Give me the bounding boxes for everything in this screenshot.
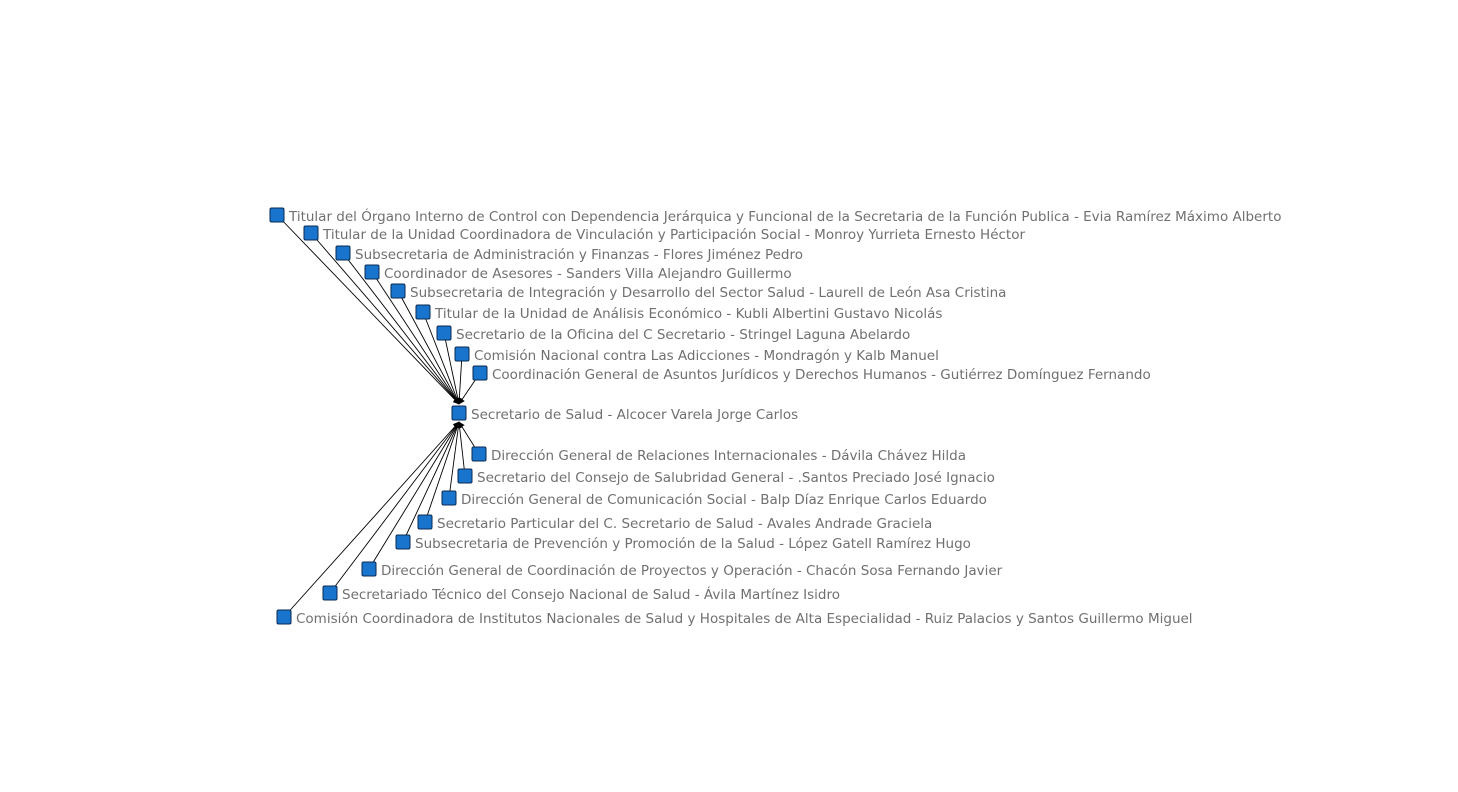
nodes-layer — [270, 207, 1281, 627]
node-box-icon[interactable] — [304, 226, 318, 240]
node-oic[interactable] — [270, 207, 1281, 225]
node-box-icon[interactable] — [418, 515, 432, 529]
node-box-icon[interactable] — [442, 491, 456, 505]
node-vinculacion[interactable] — [304, 226, 1025, 243]
edge-oic — [277, 215, 459, 404]
node-box-icon[interactable] — [396, 535, 410, 549]
node-label: Comisión Coordinadora de Institutos Nacionales de Salud y Hospitales de Alta Especialidad - Ruiz Palacios y Santos Guillermo Miguel — [296, 611, 1193, 627]
node-label: Dirección General de Comunicación Social - Balp Díaz Enrique Carlos Eduardo — [461, 492, 987, 508]
node-prevencion[interactable] — [396, 535, 971, 552]
node-label: Secretario de la Oficina del C Secretario - Stringel Laguna Abelardo — [456, 327, 911, 343]
node-box-icon[interactable] — [336, 246, 350, 260]
node-label: Secretario de Salud - Alcocer Varela Jorge Carlos — [471, 407, 799, 423]
edge-particular — [425, 422, 459, 522]
node-box-icon[interactable] — [416, 305, 430, 319]
node-secretario[interactable] — [452, 406, 798, 423]
node-label: Coordinador de Asesores - Sanders Villa Alejandro Guillermo — [384, 266, 792, 282]
node-label: Secretario del Consejo de Salubridad General - .Santos Preciado José Ignacio — [477, 470, 995, 486]
node-institutos[interactable] — [277, 610, 1193, 627]
node-box-icon[interactable] — [458, 469, 472, 483]
node-adicciones[interactable] — [455, 347, 939, 364]
node-consejo[interactable] — [323, 586, 840, 603]
node-salubridad[interactable] — [458, 469, 995, 486]
node-label: Titular de la Unidad Coordinadora de Vinculación y Participación Social - Monroy Yurrieta Ernesto Héctor — [323, 227, 1026, 243]
node-juridicos[interactable] — [473, 366, 1151, 383]
node-label: Comisión Nacional contra Las Adicciones - Mondragón y Kalb Manuel — [474, 348, 939, 364]
node-box-icon[interactable] — [362, 562, 376, 576]
node-proyectos[interactable] — [362, 562, 1003, 579]
node-label: Subsecretaria de Integración y Desarrollo del Sector Salud - Laurell de León Asa Cristina — [410, 285, 1007, 301]
node-label: Dirección General de Relaciones Internacionales - Dávila Chávez Hilda — [491, 448, 967, 464]
node-oficina[interactable] — [437, 326, 910, 343]
node-comunicacion[interactable] — [442, 491, 987, 508]
node-box-icon[interactable] — [455, 347, 469, 361]
node-label: Titular del Órgano Interno de Control con Dependencia Jerárquica y Funcional de la Secretaria de la Función Publica - Evia Ramírez Máximo Alberto — [289, 209, 1282, 225]
node-label: Dirección General de Coordinación de Proyectos y Operación - Chacón Sosa Fernando Javier — [381, 563, 1003, 579]
node-label: Secretario Particular del C. Secretario de Salud - Avales Andrade Graciela — [437, 516, 933, 532]
node-box-icon[interactable] — [270, 208, 284, 222]
node-administracion[interactable] — [336, 246, 803, 263]
node-analisis[interactable] — [416, 305, 942, 322]
node-label: Secretariado Técnico del Consejo Nacional de Salud - Ávila Martínez Isidro — [342, 587, 840, 603]
node-label: Coordinación General de Asuntos Jurídicos y Derechos Humanos - Gutiérrez Domínguez Fernando — [492, 367, 1151, 383]
node-particular[interactable] — [418, 515, 932, 532]
node-integracion[interactable] — [391, 284, 1006, 301]
node-asesores[interactable] — [365, 265, 792, 282]
node-box-icon[interactable] — [277, 610, 291, 624]
node-box-icon[interactable] — [437, 326, 451, 340]
node-internacionales[interactable] — [472, 447, 966, 464]
node-box-icon[interactable] — [365, 265, 379, 279]
node-label: Titular de la Unidad de Análisis Económico - Kubli Albertini Gustavo Nicolás — [435, 306, 943, 322]
node-box-icon[interactable] — [452, 406, 466, 420]
node-box-icon[interactable] — [323, 586, 337, 600]
node-box-icon[interactable] — [391, 284, 405, 298]
node-box-icon[interactable] — [473, 366, 487, 380]
node-box-icon[interactable] — [472, 447, 486, 461]
node-label: Subsecretaria de Administración y Finanzas - Flores Jiménez Pedro — [355, 247, 803, 263]
node-label: Subsecretaria de Prevención y Promoción de la Salud - López Gatell Ramírez Hugo — [415, 536, 971, 552]
